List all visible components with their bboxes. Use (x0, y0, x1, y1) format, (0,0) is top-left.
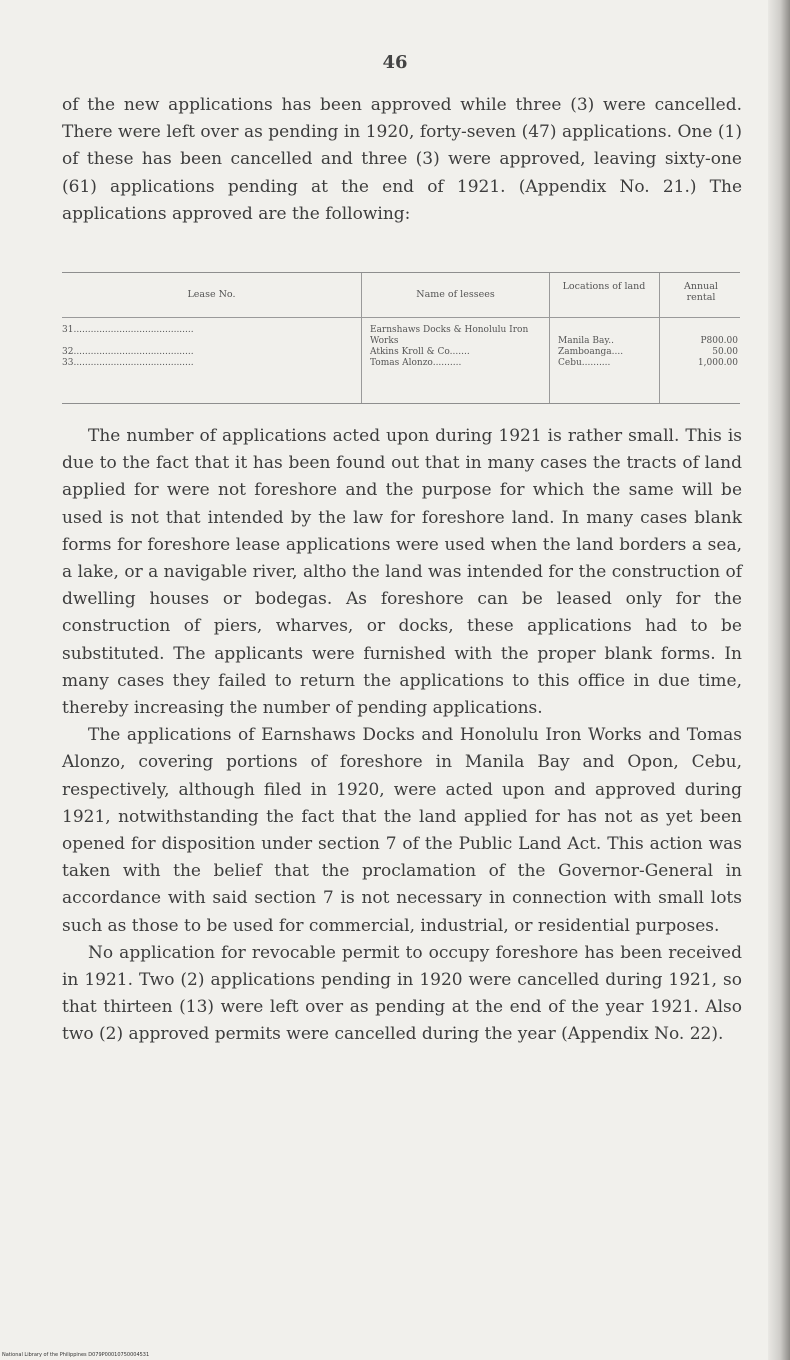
lease-number: 32.......................................... (62, 347, 194, 357)
page-edge (768, 0, 790, 1360)
annual-rental: 1,000.00 (697, 358, 738, 368)
lessee-name: Tomas Alonzo.......... (370, 358, 462, 368)
lessee-name: Earnshaws Docks & Honolulu Iron Works (370, 325, 529, 346)
paragraph: The applications of Earnshaws Docks and Honolulu Iron Works and Tomas Alonzo, covering portions of foreshore in Manila Bay and Opon, Cebu, respectively, although filed in 1920, were acted upon and approved during 1921, notwithstanding the fact that the land applied for has not as yet been opened for disposition under section 7 of the Public Land Act. This action was taken with the belief that the proclamation of the Governor-General in accordance with said section 7 is not necessary in connection with small lots such as those to be used for commercial, industrial, or residential purposes. (62, 725, 742, 936)
paragraph: The number of applications acted upon during 1921 is rather small. This is due to the fact that it has been found out that in many cases the tracts of land applied for were not foreshore and the purpose for which the same will be used is not that intended by the law for foreshore land. In many cases blank forms for foreshore lease applications were used when the land borders a sea, a lake, or a navigable river, altho the land was intended for the construction of dwelling houses or bodegas. As foreshore can be leased only for the construction of piers, wharves, or docks, these applications had to be substituted. The applicants were furnished with the proper blank forms. In many cases they failed to return the applications to this office in due time, thereby increasing the number of pending applications. (62, 426, 742, 719)
header-lease-no: Lease No. (187, 289, 236, 300)
body-text (62, 423, 742, 1049)
header-rental: Annual rental (684, 281, 718, 303)
land-location: Zamboanga.... (558, 347, 624, 357)
land-location: Cebu.......... (558, 358, 611, 368)
intro-block (62, 92, 742, 228)
column-divider (659, 273, 660, 403)
scan-watermark: National Library of the Philippines D079P00010750004531 (2, 1352, 150, 1358)
header-location: Locations of land (562, 281, 646, 292)
page-number: 46 (382, 52, 408, 73)
land-location: Manila Bay.. (558, 336, 614, 346)
annual-rental: 50.00 (712, 347, 738, 357)
column-divider (549, 273, 550, 403)
lessee-name: Atkins Kroll & Co....... (370, 347, 470, 357)
lease-number: 33.......................................... (62, 358, 194, 368)
table-header-rule (62, 317, 740, 318)
lease-table (62, 272, 740, 404)
intro-paragraph: of the new applications has been approved while three (3) were cancelled. There were left over as pending in 1920, forty-seven (47) applications. One (1) of these has been cancelled and three (3) were approved, leaving sixty-one (61) applications pending at the end of 1921. (Appendix No. 21.) The applications approved are the following: (62, 95, 742, 224)
paragraph: No application for revocable permit to occupy foreshore has been received in 1921. Two (2) applications pending in 1920 were cancelled during 1921, so that thirteen (13) were left over as pending at the end of the year 1921. Also two (2) approved permits were cancelled during the year (Appendix No. 22). (62, 942, 742, 1045)
header-lessee: Name of lessees (416, 289, 495, 300)
lease-number: 31.......................................... (62, 325, 194, 335)
annual-rental: P800.00 (700, 336, 738, 346)
